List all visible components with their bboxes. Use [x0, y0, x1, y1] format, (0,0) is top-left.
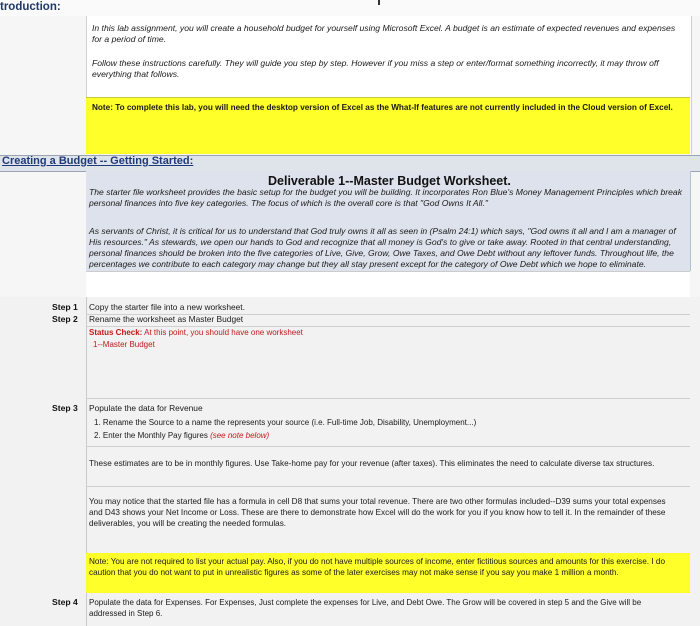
- step-4-text[interactable]: Populate the data for Expenses. For Expenses, Just complete the expenses for Live, and Debt Owe. The Grow will be covered in step 5 and the Give will be addressed in Step 6.: [89, 598, 642, 618]
- intro-paragraph-2: Follow these instructions carefully. They will guide you step by step. However if you miss a step or enter/format something incorrectly, it may throw off everything that follows.: [92, 58, 659, 79]
- step-4-label: Step 4: [52, 597, 78, 607]
- row-divider: [86, 486, 690, 487]
- pay-note: Note: You are not required to list your actual pay. Also, if you do not have multiple sources of income, enter fictitious sources and amounts for this exercise. I do caution that you do not want to put in unrealistic figures as some of the later exercises may not make sense if you say you make 1 million a month.: [89, 557, 666, 577]
- step-3-item-1[interactable]: 1. Rename the Source to a name the represents your source (i.e. Full-time Job, Disability, Unemployment...): [94, 418, 477, 427]
- deliverable-title: Deliverable 1--Master Budget Worksheet.: [268, 174, 511, 188]
- deliverable-paragraph-2: As servants of Christ, it is critical for us to understand that God truly owns it all as seen in (Psalm 24:1) which says, "God owns it all and I am a manager of His resources." As stewards, we open our hands to God and recognize that all money is God's to give or take away. Rooted in that central understanding, personal finances should be broken into the five categories of Live, Give, Grow, Owe Taxes, and Owe Debt without any leftover funds. Throughout life, the percentages we contribute to each category may change but they all stay present except for the category of Owe Debt which we hope to eliminate.: [89, 226, 676, 269]
- intro-paragraph-1: In this lab assignment, you will create a household budget for yourself using Microsoft Excel. A budget is an estimate of expected revenues and expenses for a period of time.: [92, 23, 676, 44]
- step-1-text[interactable]: Copy the starter file into a new worksheet.: [89, 302, 245, 312]
- step-3-text[interactable]: Populate the data for Revenue: [89, 403, 203, 413]
- step-3-item-2[interactable]: [94, 430, 684, 441]
- step-3-item-2-note: (see note below): [210, 431, 270, 440]
- blank-row[interactable]: [86, 271, 690, 298]
- intro-label: troduction:: [0, 1, 61, 13]
- step-2-text[interactable]: Rename the worksheet as Master Budget: [89, 314, 244, 324]
- status-check-label: Status Check:: [89, 328, 143, 337]
- pay-note-text: [89, 556, 681, 578]
- intro-header-row: [0, 0, 700, 16]
- section-title: Creating a Budget -- Getting Started:: [2, 155, 194, 167]
- status-check-text: At this point, you should have one worksheet: [142, 328, 303, 337]
- step-2-label: Step 2: [52, 314, 78, 324]
- formula-note-text[interactable]: You may notice that the started file has a formula in cell D8 that sums your total revenue. There are two other formulas included--D39 sums your total expenses and D43 shows your Net Income or Loss. These are there to demonstrate how Excel will do the work for you if you know how to tell it. In the remainder of these deliverables, you will be creating the needed formulas.: [89, 497, 666, 528]
- cursor-mark: [378, 0, 380, 5]
- row-divider: [86, 398, 690, 399]
- deliverable-paragraph-1: The starter file worksheet provides the basic setup for the budget you will be building. It incorporates Ron Blue's Money Management Principles which break personal finances into five key categories. The focus of which is the overall core is that "God Owns It All.": [89, 187, 683, 208]
- step-3-item-2-text: 2. Enter the Monthly Pay figures: [94, 431, 211, 440]
- status-check-sheet: 1--Master Budget: [93, 340, 155, 349]
- estimates-text[interactable]: These estimates are to be in monthly figures. Use Take-home pay for your revenue (after taxes). This eliminates the need to calculate diverse tax structures.: [89, 459, 655, 468]
- step-1-label: Step 1: [52, 302, 78, 312]
- status-check[interactable]: [89, 327, 679, 338]
- row-divider: [86, 446, 690, 447]
- desktop-note-text: Note: To complete this lab, you will need the desktop version of Excel as the What-If features are not currently included in the Cloud version of Excel.: [92, 103, 673, 112]
- step-3-label: Step 3: [52, 403, 78, 413]
